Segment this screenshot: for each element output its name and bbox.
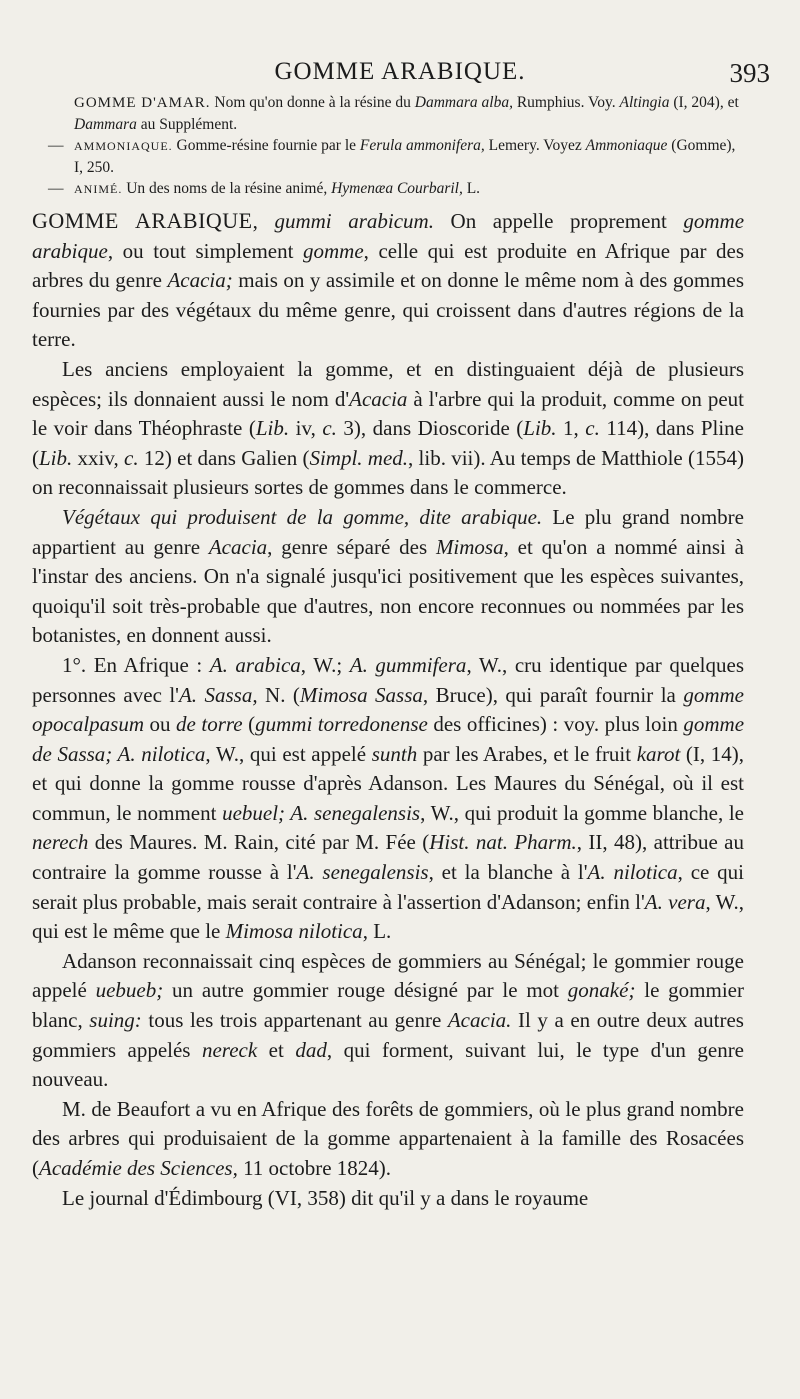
article-headword: GOMME ARABIQUE [32, 208, 253, 233]
paragraph-vegetaux: Végétaux qui produisent de la gomme, dite arabique. Le plu grand nombre appartient au genre Acacia, genre séparé des Mimosa, et qu'on a nommé ainsi à l'instar des anciens. On n'a signalé jusqu'ici positivement que les espèces suivantes, quoiqu'il soit très-probable que d'autres, non encore reconnues ou nommées par les botanistes, en donnent aussi. [32, 504, 744, 648]
paragraph-afrique: 1°. En Afrique : A. arabica, W.; A. gummifera, W., cru identique par quelques personnes avec l'A. Sassa, N. (Mimosa Sassa, Bruce), qui paraît fournir la gomme opocalpasum ou de torre (gummi torredonense des officines) : voy. plus loin gomme de Sassa; A. nilotica, W., qui est appelé sunth par les Arabes, et le fruit karot (I, 14), et qui donne la gomme rousse d'après Adanson. Les Maures du Sénégal, où il est commun, le nomment uebuel; A. senegalensis, W., qui produit la gomme blanche, le nerech des Maures. M. Rain, cité par M. Fée (Hist. nat. Pharm., II, 48), attribue au contraire la gomme rousse à l'A. senegalensis, et la blanche à l'A. nilotica, ce qui serait plus probable, mais serait contraire à l'assertion d'Adanson; enfin l'A. vera, W., qui est le même que le Mimosa nilotica, L. [32, 652, 745, 944]
note-term: GOMME D'AMAR. [74, 95, 211, 111]
note-dash: — [48, 180, 64, 197]
note-dash: — [48, 137, 64, 154]
running-title: GOMME ARABIQUE. [274, 58, 526, 85]
note-gomme-damar: GOMME D'AMAR. Nom qu'on donne à la résine du Dammara alba, Rumphius. Voy. Altingia (I, 204), et Dammara au Supplément. [74, 94, 739, 133]
article-body [32, 206, 744, 1213]
paragraph-beaufort: M. de Beaufort a vu en Afrique des forêts de gommiers, où le plus grand nombre des arbres qui produisaient de la gomme appartenaient à la famille des Rosacées (Académie des Sciences, 11 octobre 1824). [32, 1096, 744, 1180]
paragraph-anciens: Les anciens employaient la gomme, et en distinguaient déjà de plusieurs espèces; ils donnaient aussi le nom d'Acacia à l'arbre qui la produit, comme on peut le voir dans Théophraste (Lib. iv, c. 3), dans Dioscoride (Lib. 1, c. 114), dans Pline (Lib. xxiv, c. 12) et dans Galien (Simpl. med., lib. vii). Au temps de Matthiole (1554) on reconnaissait plusieurs sortes de gommes dans le commerce. [32, 356, 745, 500]
paragraph-intro: GOMME ARABIQUE, gummi arabicum. On appelle proprement gomme arabique, ou tout simplement gomme, celle qui est produite en Afrique par des arbres du genre Acacia; mais on y assimile et on donne le même nom à des gommes fournies par des végétaux du même genre, qui croissent dans d'autres régions de la terre. [32, 208, 745, 352]
note-ammoniaque: — AMMONIAQUE. Gomme-résine fournie par le Ferula ammonifera, Lemery. Voyez Ammoniaque (Gomme), I, 250. [48, 137, 736, 176]
cross-reference-notes [48, 92, 748, 200]
note-anime: — ANIMÉ. Un des noms de la résine animé, Hymenæa Courbaril, L. [48, 180, 481, 197]
page-number: 393 [729, 58, 770, 88]
note-term: ANIMÉ. [74, 182, 123, 196]
paragraph-adanson: Adanson reconnaissait cinq espèces de gommiers au Sénégal; le gommier rouge appelé uebueb; un autre gommier rouge désigné par le mot gonaké; le gommier blanc, suing: tous les trois appartenant au genre Acacia. Il y a en outre deux autres gommiers appelés nereck et dad, qui forment, suivant lui, le type d'un genre nouveau. [32, 948, 745, 1092]
note-term: AMMONIAQUE. [74, 139, 173, 153]
paragraph-edimbourg: Le journal d'Édimbourg (VI, 358) dit qu'il y a dans le royaume [62, 1185, 589, 1210]
